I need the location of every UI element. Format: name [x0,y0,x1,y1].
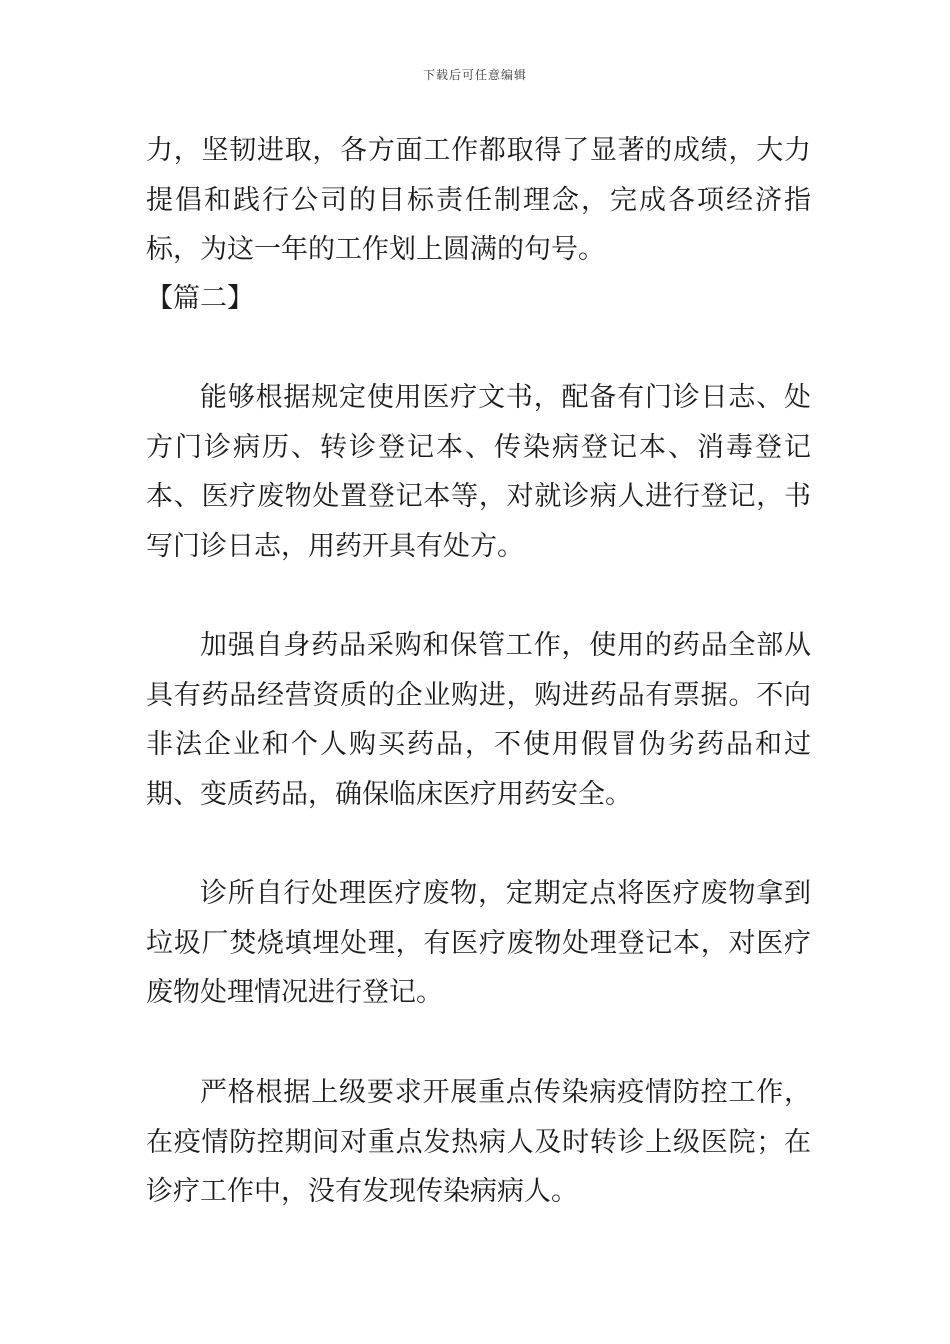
paragraph-epidemic-control: 严格根据上级要求开展重点传染病疫情防控工作，在疫情防控期间对重点发热病人及时转诊上级医院；在诊疗工作中，没有发现传染病病人。 [146,1077,811,1207]
page-header-note: 下载后可任意编辑 [422,68,527,82]
paragraph-medical-documents: 能够根据规定使用医疗文书，配备有门诊日志、处方门诊病历、转诊登记本、传染病登记本、消毒登记本、医疗废物处置登记本等，对就诊病人进行登记，书写门诊日志，用药开具有处方。 [146,382,811,562]
paragraph-drug-procurement: 加强自身药品采购和保管工作，使用的药品全部从具有药品经营资质的企业购进，购进药品有票据。不向非法企业和个人购买药品，不使用假冒伪劣药品和过期、变质药品，确保临床医疗用药安全。 [146,630,811,810]
paragraph-medical-waste: 诊所自行处理医疗废物，定期定点将医疗废物拿到垃圾厂焚烧填埋处理，有医疗废物处理登记本，对医疗废物处理情况进行登记。 [146,878,811,1008]
section-title: 【篇二】 [146,283,254,314]
intro-paragraph: 力，坚韧进取，各方面工作都取得了显著的成绩，大力提倡和践行公司的目标责任制理念，完成各项经济指标，为这一年的工作划上圆满的句号。 [146,135,811,265]
